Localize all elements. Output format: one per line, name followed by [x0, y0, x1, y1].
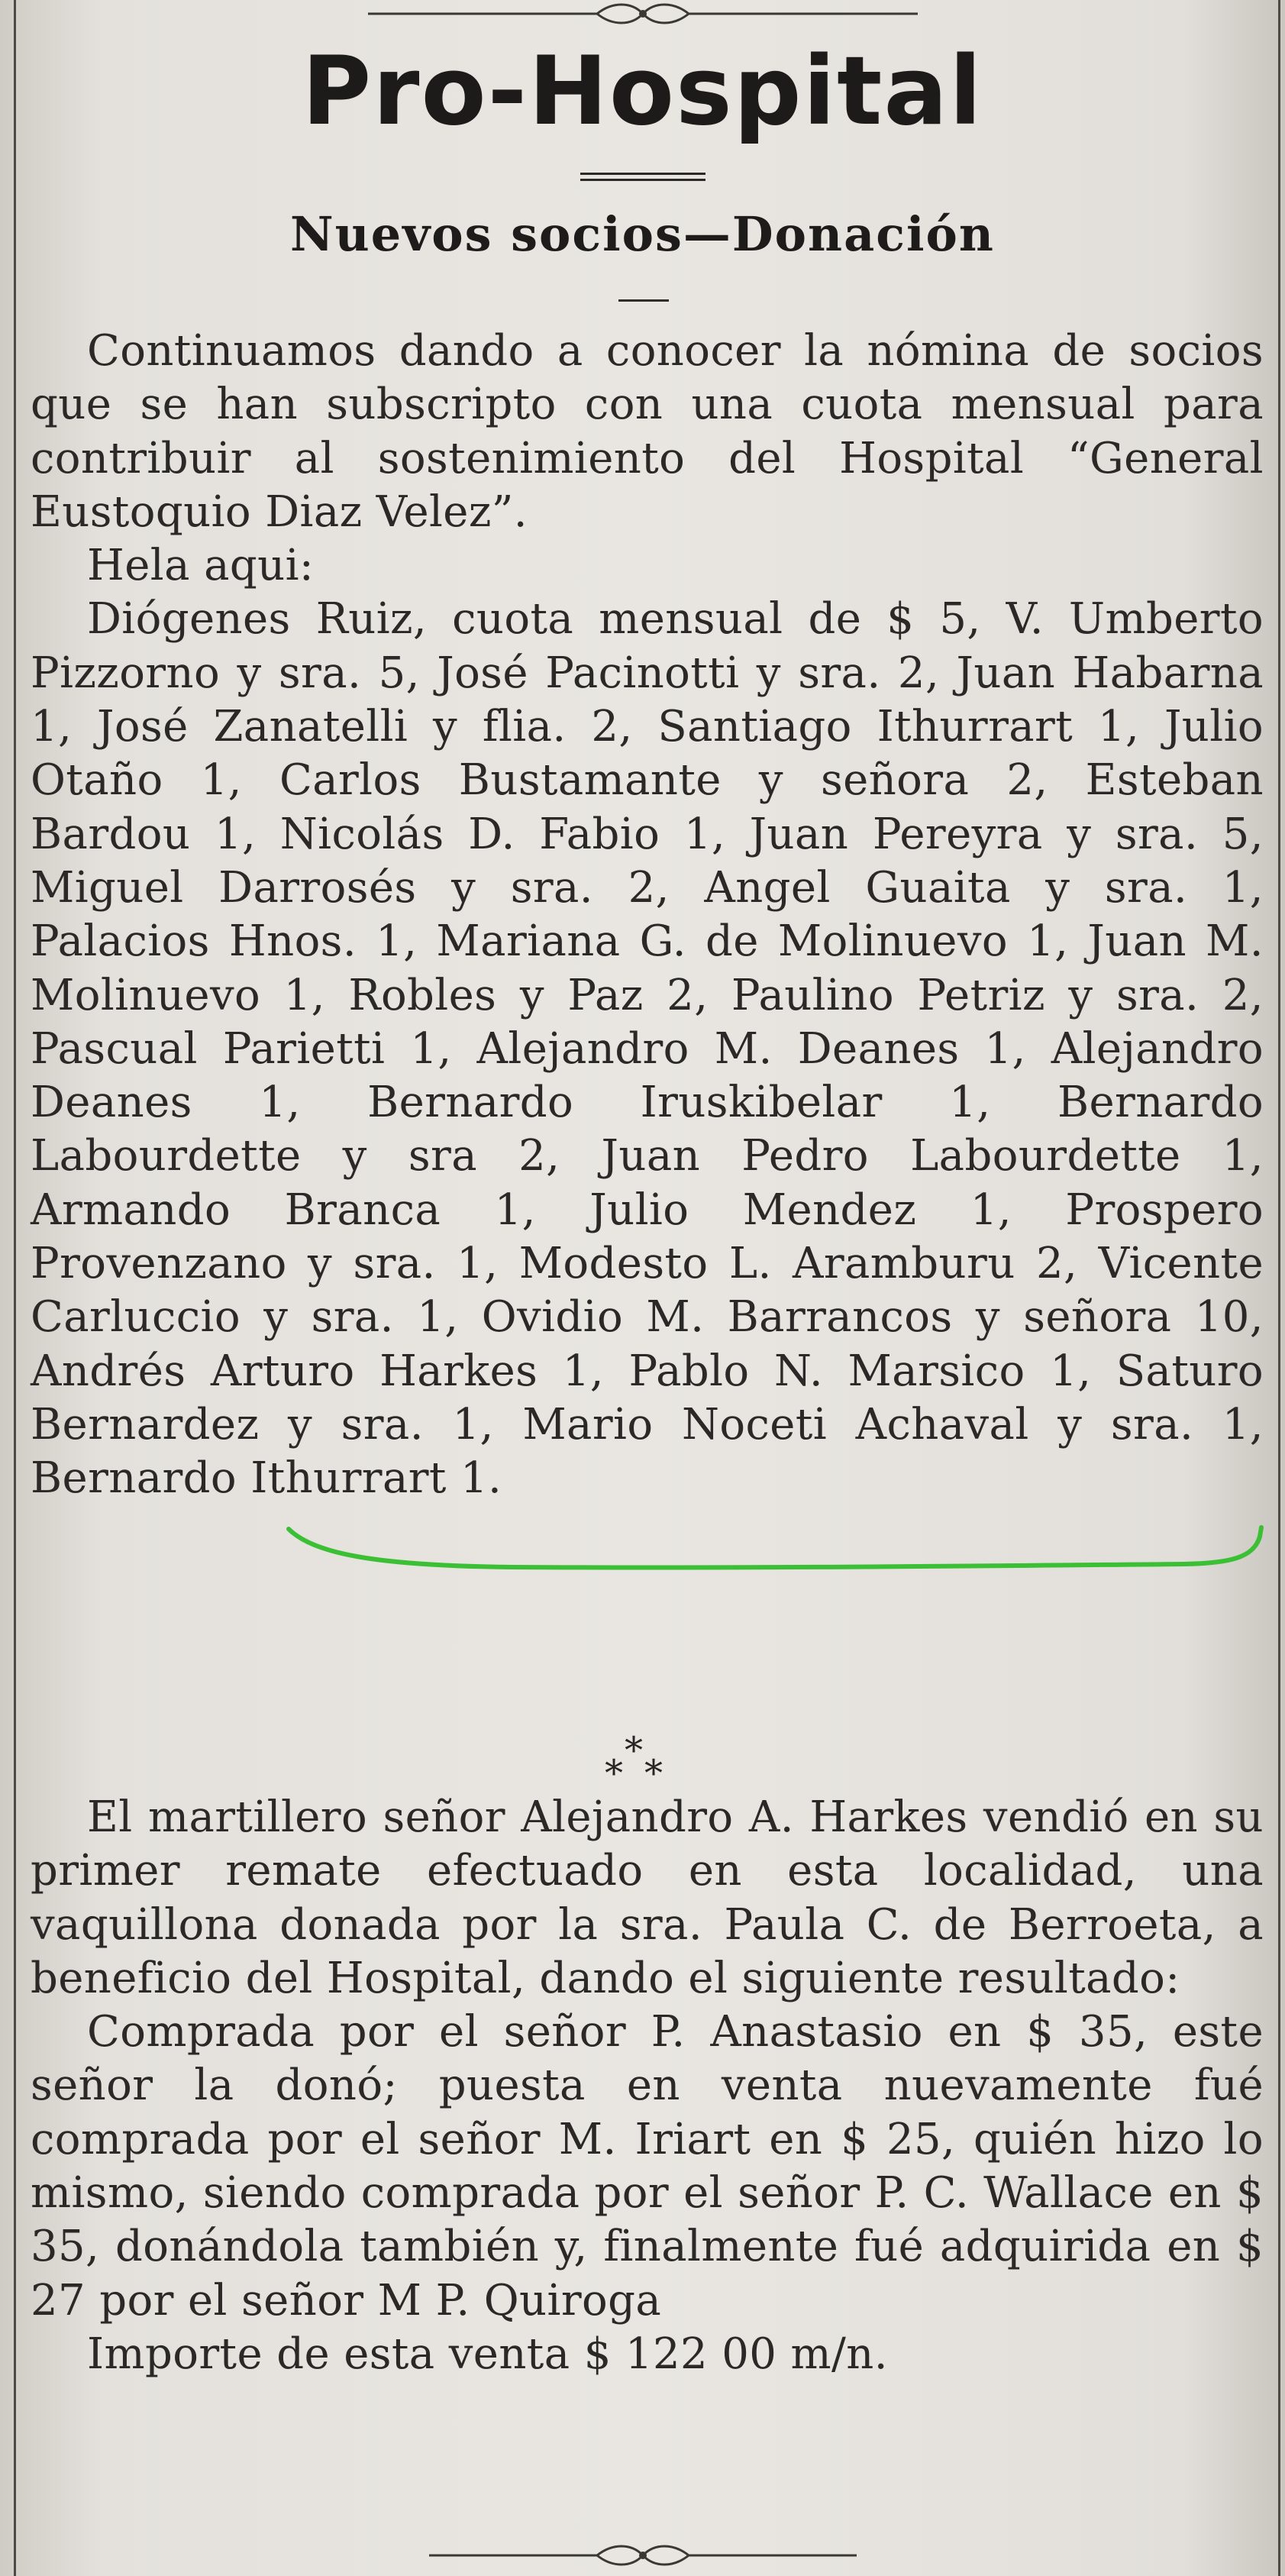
- member-list-paragraph: Diógenes Ruiz, cuota mensual de $ 5, V. Umberto Pizzorno y sra. 5, José Pacinotti y sra. 2, Juan Habarna 1, José Zanatelli y flia. 2, Santiago Ithurrart 1, Julio Otaño 1, Carlos Bustamante y señora 2, Esteban Bardou 1, Nicolás D. Fabio 1, Juan Pereyra y sra. 5, Miguel Darrosés y sra. 2, Angel Guaita y sra. 1, Palacios Hnos. 1, Mariana G. de Molinuevo 1, Juan M. Molinuevo 1, Robles y Paz 2, Paulino Petriz y sra. 2, Pascual Parietti 1, Alejandro M. Deanes 1, Alejandro Deanes 1, Bernardo Iruskibelar 1, Bernardo Labourdette y sra 2, Juan Pedro Labourdette 1, Armando Branca 1, Julio Mendez 1, Prospero Provenzano y sra. 1, Modesto L. Aramburu 2, Vicente Carluccio y sra. 1, Ovidio M. Barrancos y señora 10, Andrés Arturo Harkes 1, Pablo N. Marsico 1, Saturo Bernardez y sra. 1, Mario Noceti Achaval y sra. 1, Bernardo Ithurrart 1.: [31, 594, 1264, 1504]
- headline-rule-bottom: [580, 179, 705, 181]
- asterism-icon: [588, 1735, 680, 1789]
- green-marker-underline: [283, 1521, 1267, 1575]
- hela-aqui-paragraph: Hela aqui:: [87, 541, 315, 591]
- svg-text:*: *: [625, 1735, 643, 1772]
- subheadline-rule: [618, 299, 669, 302]
- svg-text:*: *: [605, 1752, 623, 1789]
- svg-text:*: *: [644, 1752, 663, 1789]
- purchase-paragraph: Comprada por el señor P. Anastasio en $ 35, este señor la donó; puesta en venta nuevamente fué comprada por el señor M. Iriart en $ 25, quién hizo lo mismo, siendo comprada por el señor P. C. Wallace en $ 35, donándola también y, finalmente fué adquirida en $ 27 por el señor M P. Quiroga: [31, 2007, 1264, 2326]
- intro-paragraph: Continuamos dando a conocer la nómina de socios que se han subscripto con una cuota mensual para contribuir al sostenimiento del Hospital “General Eustoquio Diaz Velez”.: [31, 326, 1264, 537]
- article-headline: Pro-Hospital: [302, 37, 983, 147]
- headline-rule-top: [580, 173, 705, 175]
- column-rule-right: [1278, 0, 1280, 2576]
- top-ornament-divider: [0, 0, 1285, 31]
- auction-paragraph: El martillero señor Alejandro A. Harkes vendió en su primer remate efectuado en esta localidad, una vaquillona donada por la sra. Paula C. de Berroeta, a beneficio del Hospital, dando el siguiente resultado:: [31, 1792, 1264, 2003]
- sale-total-paragraph: Importe de esta venta $ 122 00 m/n.: [87, 2329, 888, 2379]
- article-subheadline: Nuevos socios—Donación: [290, 206, 995, 262]
- bottom-ornament-divider: [0, 2536, 1285, 2575]
- article-body-top: [31, 325, 1264, 1506]
- article-body-bottom: [31, 1791, 1264, 2381]
- column-rule-left: [14, 0, 16, 2576]
